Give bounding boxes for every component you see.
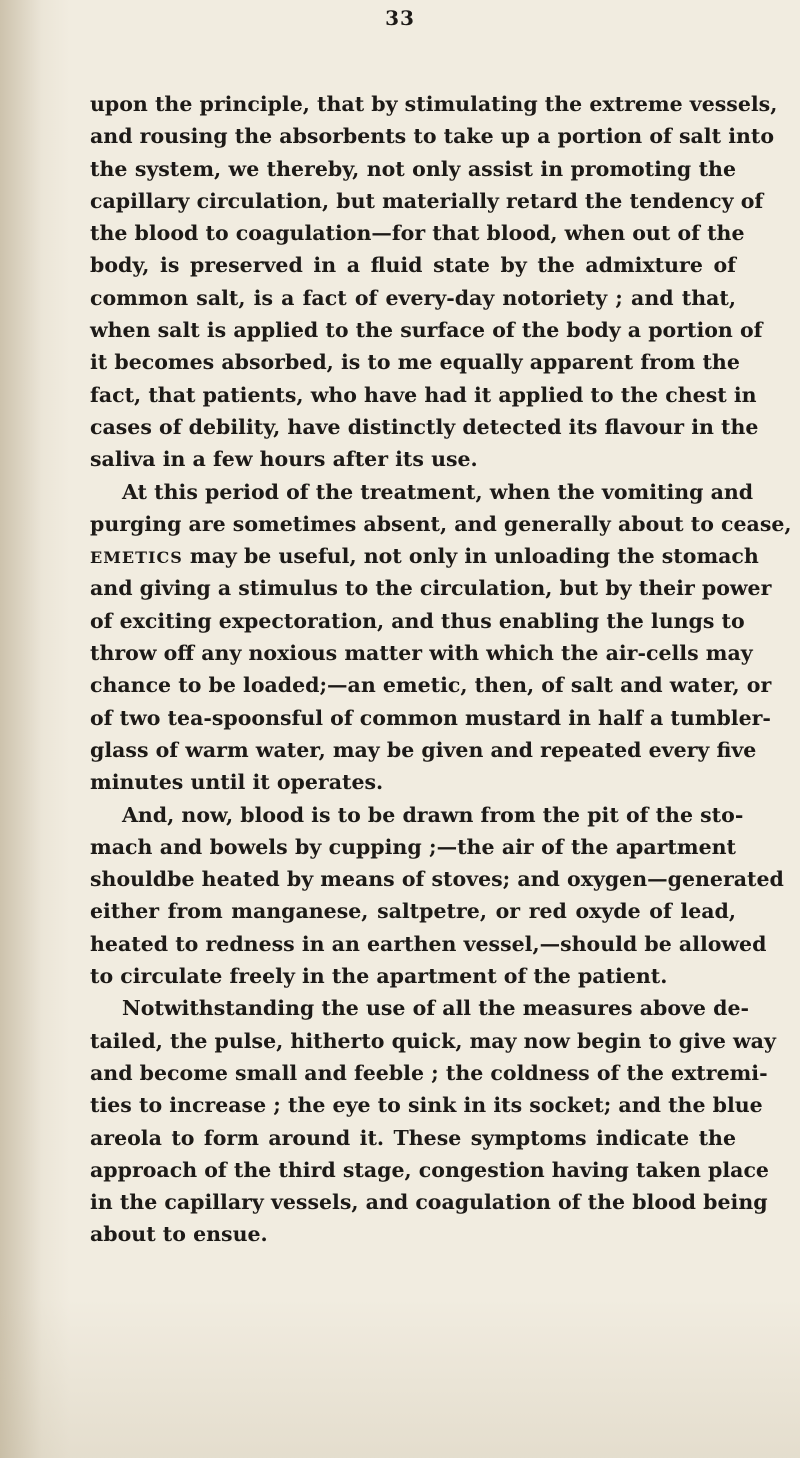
text-line xyxy=(90,314,763,346)
text-line-content: it becomes absorbed, is to me equally apparent from the xyxy=(90,350,740,375)
text-line-content: ties to increase ; the eye to sink in its socket; and the blue xyxy=(90,1093,763,1118)
text-line xyxy=(90,960,736,992)
text-line xyxy=(90,153,736,185)
text-line-content: body, is preserved in a fluid state by the admixture of xyxy=(90,253,736,278)
text-line-content: throw off any noxious matter with which the air-cells may xyxy=(90,641,753,666)
page-number: 33 xyxy=(385,6,415,30)
text-line-content: common salt, is a fact of every-day notoriety ; and that, xyxy=(90,285,736,310)
text-line xyxy=(90,476,754,508)
text-line xyxy=(90,605,745,637)
text-line xyxy=(90,863,784,895)
text-line-content: capillary circulation, but materially retard the tendency of xyxy=(90,188,764,213)
text-line-content: about to ensue. xyxy=(90,1222,268,1247)
text-line xyxy=(90,411,759,443)
text-line xyxy=(90,379,757,411)
text-line xyxy=(90,637,753,669)
text-line xyxy=(90,1218,736,1250)
text-line-content: and become small and feeble ; the coldness of the extremi- xyxy=(90,1060,768,1085)
text-line xyxy=(90,120,775,152)
text-line xyxy=(90,734,757,766)
text-line-content: tailed, the pulse, hitherto quick, may now begin to give way xyxy=(90,1028,776,1053)
page-bottom-shadow xyxy=(0,1298,800,1458)
text-line xyxy=(90,540,759,572)
text-line xyxy=(90,249,736,281)
text-line xyxy=(90,1154,769,1186)
text-line xyxy=(90,928,767,960)
text-line xyxy=(90,831,736,863)
text-line xyxy=(90,282,736,314)
page-edge-shadow xyxy=(0,0,70,1458)
text-line-content: areola to form around it. These symptoms indicate the xyxy=(90,1125,736,1150)
text-line-content: upon the principle, that by stimulating the extreme vessels, xyxy=(90,92,778,116)
text-line-content: to circulate freely in the apartment of the patient. xyxy=(90,964,668,989)
text-line-content: may be useful, not only in unloading the stomach xyxy=(182,544,759,569)
text-line-content: glass of warm water, may be given and repeated every five xyxy=(90,737,757,762)
text-line-content: of exciting expectoration, and thus enabling the lungs to xyxy=(90,608,745,633)
text-line xyxy=(90,766,736,798)
small-caps-term: EMETICS xyxy=(90,548,183,568)
text-line-content: when salt is applied to the surface of the body a portion of xyxy=(90,318,763,343)
text-line-content: of two tea-spoonsful of common mustard in half a tumbler- xyxy=(90,705,771,730)
text-line xyxy=(90,88,778,120)
text-line-content: mach and bowels by cupping ;—the air of the apartment xyxy=(90,834,736,859)
text-line-content: the blood to coagulation—for that blood, when out of the xyxy=(90,221,745,246)
text-line xyxy=(90,1122,736,1154)
text-line-content: And, now, blood is to be drawn from the pit of the sto- xyxy=(122,802,744,827)
text-line xyxy=(90,992,749,1024)
text-line-content: minutes until it operates. xyxy=(90,770,384,795)
text-line-content: Notwithstanding the use of all the measures above de- xyxy=(122,996,749,1021)
text-line xyxy=(90,185,764,217)
text-line-content: purging are sometimes absent, and generally about to cease, xyxy=(90,511,792,536)
text-line xyxy=(90,1025,776,1057)
text-line xyxy=(90,1089,763,1121)
text-line-content: chance to be loaded;—an emetic, then, of salt and water, or xyxy=(90,673,772,698)
text-line xyxy=(90,895,736,927)
text-line-content: saliva in a few hours after its use. xyxy=(90,447,478,472)
body-text xyxy=(90,88,792,1251)
text-line-content: shouldbe heated by means of stoves; and oxygen—generated xyxy=(90,867,784,892)
text-line-content: At this period of the treatment, when the vomiting and xyxy=(122,479,754,504)
text-line xyxy=(90,443,736,475)
text-line-content: and giving a stimulus to the circulation, but by their power xyxy=(90,576,772,601)
text-line-content: heated to redness in an earthen vessel,—should be allowed xyxy=(90,931,767,956)
text-line xyxy=(90,799,744,831)
text-line xyxy=(90,217,745,249)
text-line-content: fact, that patients, who have had it applied to the chest in xyxy=(90,382,757,407)
text-line xyxy=(90,669,772,701)
text-line-content: cases of debility, have distinctly detected its flavour in the xyxy=(90,414,759,439)
text-line-content: and rousing the absorbents to take up a portion of salt into xyxy=(90,124,775,149)
text-line xyxy=(90,702,771,734)
text-line xyxy=(90,572,772,604)
text-line-content: either from manganese, saltpetre, or red oxyde of lead, xyxy=(90,899,736,924)
text-line-content: in the capillary vessels, and coagulation of the blood being xyxy=(90,1190,768,1215)
text-line xyxy=(90,346,740,378)
text-line xyxy=(90,1186,768,1218)
text-line-content: approach of the third stage, congestion having taken place xyxy=(90,1157,769,1182)
text-line xyxy=(90,508,792,540)
text-line-content: the system, we thereby, not only assist in promoting the xyxy=(90,156,736,181)
text-line xyxy=(90,1057,768,1089)
